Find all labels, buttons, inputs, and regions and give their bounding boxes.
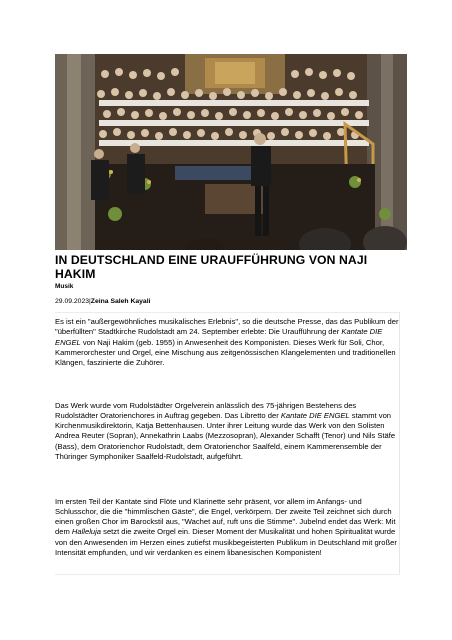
work-title: Kantate DIE ENGEL xyxy=(55,327,383,347)
work-title: Kantate DIE ENGEL xyxy=(280,410,350,420)
paragraph-2 xyxy=(55,393,400,470)
paragraph-1-text-b: von Naji Hakim (geb. 1955) in Anwesenheit des Komponisten. Dieses Werk für Soli, Chor, Kammerorchester und Orgel, eine Mischung aus zeitgenössischen Klangelementen und traditionellen Klängen, faszinierte die Zuhörer. xyxy=(55,337,396,368)
paragraph-2-text-a: Das Werk wurde vom Rudolstädter Orgelverein anlässlich des 75-jährigen Bestehens des Rudolstädter Oratorienchores in Auftrag gegeben. Das Libretto der xyxy=(55,400,357,420)
article-title: IN DEUTSCHLAND EINE URAUFFÜHRUNG VON NAJI HAKIM xyxy=(55,253,368,281)
paragraph-2-text-b: stammt von Kirchenmusikdirektorin, Katja Bettenhausen. Unter ihrer Leitung wurde das Werk von den Solisten Andrea Reuter (Sopran), Annekathrin Laabs (Mezzosopran), Alexander Schafft (Tenor) und Nils Stäfe (Bass), dem Oratorienchor Rudolstadt, dem Oratorienchor Saalfeld, einem Kammerensemble der Thüringer Symphoniker Saalfeld-Rudolstadt, aufgeführt. xyxy=(55,410,396,462)
concert-photo-illustration xyxy=(55,54,407,250)
paragraph-1 xyxy=(55,317,400,368)
category-label[interactable]: Musik xyxy=(55,283,74,290)
paragraph-1-text-a: Es ist ein "außergewöhnliches musikalisches Erlebnis", so die deutsche Presse, das das Publikum der "überfüllten" Stadtkirche Rudolstadt am 24. September erlebte: Die Uraufführung der xyxy=(55,317,399,337)
work-title: Halleluja xyxy=(71,527,102,537)
article-date: 29.09.2023 xyxy=(55,298,90,305)
article-author[interactable]: Zeina Saleh Kayali xyxy=(90,298,151,305)
body-bottom-border xyxy=(55,574,400,575)
article-meta xyxy=(55,298,151,305)
paragraph-3-text-a: Im ersten Teil der Kantate sind Flöte und Klarinette sehr präsent, vor allem im Anfangs- und Schlusschor, die die "himmlischen Gäste", die Engel, verkörpern. Der zweite Teil zeichnet sich durch einen großen Chor im Barockstil aus, "Wachet auf, ruft uns die Stimme". Jubelnd endet das Werk: Mit dem xyxy=(55,496,396,537)
paragraph-3-text-b: setzt die zweite Orgel ein. Dieser Moment der Musikalität und hohen Spiritualität wurde von den Anwesenden im Herzen eines zutiefst musikbegeisterten Publikum in Deutschland mit großer Intensität empfunden, und wir verdanken es einem libanesischen Komponisten! xyxy=(55,527,397,558)
paragraph-3 xyxy=(55,489,400,566)
concert-photo xyxy=(55,54,407,250)
meta-separator: | xyxy=(89,298,91,305)
body-top-border xyxy=(55,312,399,313)
